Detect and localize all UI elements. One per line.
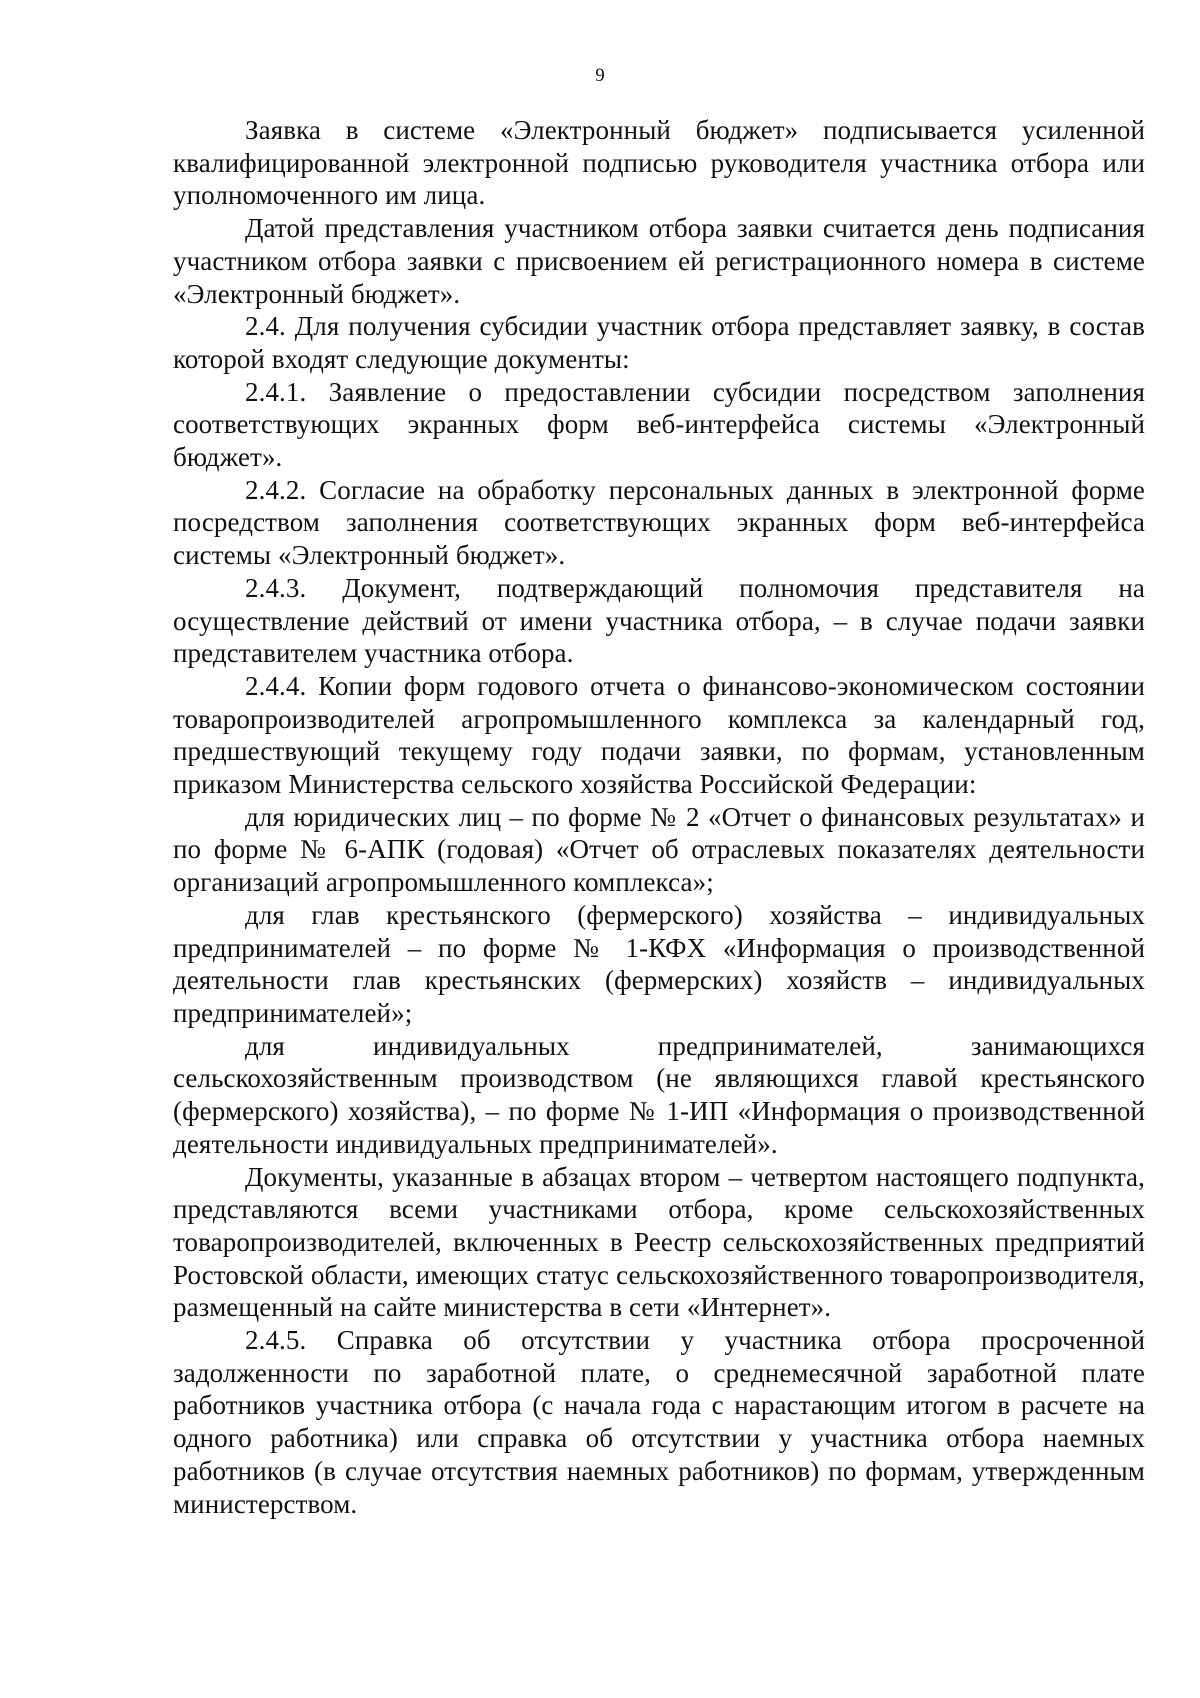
paragraph-entrepreneurs: для индивидуальных предпринимателей, занимающихся сельскохозяйственным производством (не являющихся главой крестьянского (фермерского) хозяйства), – по форме № 1-ИП «Информация о производственной деятельности индивидуальных предпринимателей».: [173, 1030, 1145, 1159]
page-number: 9: [595, 65, 605, 86]
paragraph-farm-heads: для глав крестьянского (фермерского) хозяйства – индивидуальных предпринимателей – по форме № 1-КФХ «Информация о производственной деятельности глав крестьянских (фермерских) хозяйств – индивидуальных предпринимателей»;: [173, 899, 1145, 1028]
paragraph-2-4-3: 2.4.3. Документ, подтверждающий полномочия представителя на осуществление действий от имени участника отбора, – в случае подачи заявки представителем участника отбора.: [173, 572, 1145, 669]
paragraph-2-4: 2.4. Для получения субсидии участник отбора представляет заявку, в состав которой входят следующие документы:: [173, 311, 1145, 374]
paragraph-legal-entities: для юридических лиц – по форме № 2 «Отчет о финансовых результатах» и по форме № 6-АПК (годовая) «Отчет об отраслевых показателях деятельности организаций агропромышленного комплекса»;: [173, 801, 1145, 898]
paragraph-submission-date: Датой представления участником отбора заявки считается день подписания участником отбора заявки с присвоением ей регистрационного номера в системе «Электронный бюджет».: [173, 213, 1145, 309]
paragraph-2-4-1: 2.4.1. Заявление о предоставлении субсидии посредством заполнения соответствующих экранных форм веб-интерфейса системы «Электронный бюджет».: [173, 376, 1145, 473]
paragraph-exemption: Документы, указанные в абзацах втором – четвертом настоящего подпункта, представляются всеми участниками отбора, кроме сельскохозяйственных товаропроизводителей, включенных в Реестр сельскохозяйственных предприятий Ростовской области, имеющих статус сельскохозяйственного товаропроизводителя, размещенный на сайте министерства в сети «Интернет».: [173, 1161, 1145, 1323]
paragraph-2-4-2: 2.4.2. Согласие на обработку персональных данных в электронной форме посредством заполнения соответствующих экранных форм веб-интерфейса системы «Электронный бюджет».: [173, 474, 1145, 571]
paragraph-signature: Заявка в системе «Электронный бюджет» подписывается усиленной квалифицированной электронной подписью руководителя участника отбора или уполномоченного им лица.: [173, 115, 1145, 211]
paragraph-2-4-4: 2.4.4. Копии форм годового отчета о финансово-экономическом состоянии товаропроизводителей агропромышленного комплекса за календарный год, предшествующий текущему году подачи заявки, по формам, установленным приказом Министерства сельского хозяйства Российской Федерации:: [173, 670, 1145, 800]
paragraph-2-4-5: 2.4.5. Справка об отсутствии у участника отбора просроченной задолженности по заработной плате, о среднемесячной заработной плате работников участника отбора (с начала года с нарастающим итогом в расчете на одного работника) или справка об отсутствии у участника отбора наемных работников (в случае отсутствия наемных работников) по формам, утвержденным министерством.: [173, 1325, 1145, 1519]
document-body: [173, 114, 1145, 1520]
